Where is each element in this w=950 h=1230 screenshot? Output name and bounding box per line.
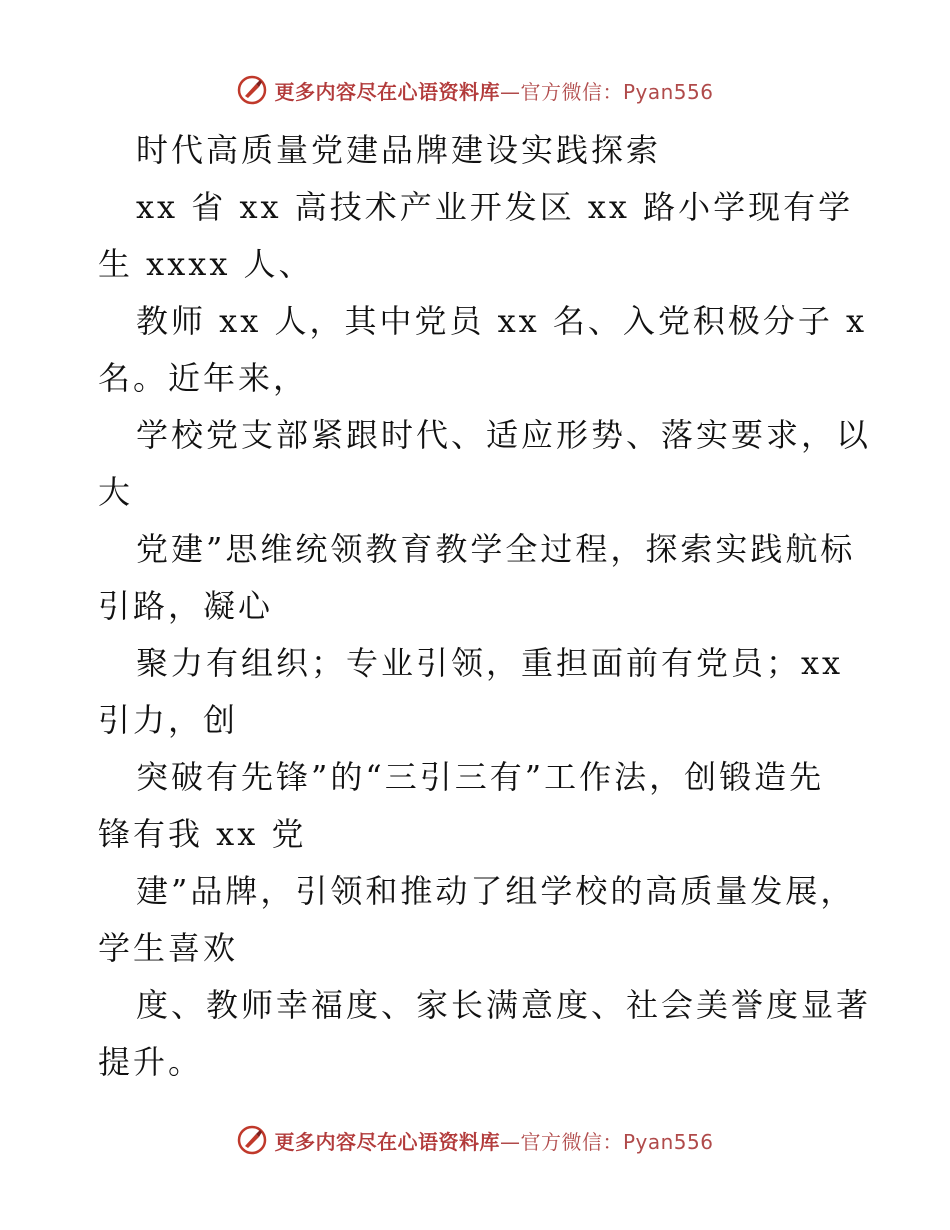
text-line: 生 xxxx 人、 (98, 245, 314, 283)
banner-separator: — (499, 79, 521, 104)
text-line: 建”品牌，引领和推动了组学校的高质量发展， (136, 872, 856, 910)
text-line: 名。近年来， (98, 359, 309, 397)
banner-main: 更多内容尽在心语资料库 (274, 1129, 500, 1154)
footer-watermark-banner (0, 1120, 950, 1160)
text-line: 锋有我 xx 党 (98, 815, 307, 853)
text-line: 党建”思维统领教育教学全过程，探索实践航标 (136, 530, 856, 568)
text-line: 教师 xx 人，其中党员 xx 名、入党积极分子 x (136, 302, 868, 340)
document-body (98, 122, 872, 1091)
banner-sub: 官方微信：Pyan556 (520, 1129, 714, 1154)
text-line: 学校党支部紧跟时代、适应形势、落实要求，以 (136, 416, 872, 454)
banner-text (274, 76, 713, 105)
pen-logo-icon (236, 74, 268, 106)
header-watermark-banner (0, 70, 950, 110)
text-line: 时代高质量党建品牌建设实践探索 (136, 131, 662, 169)
banner-main: 更多内容尽在心语资料库 (274, 79, 500, 104)
text-line: 度、教师幸福度、家长满意度、社会美誉度显著 (136, 986, 872, 1024)
banner-text (274, 1126, 713, 1155)
text-line: 突破有先锋”的“三引三有”工作法，创锻造先 (136, 758, 825, 796)
text-line: 提升。 (98, 1043, 204, 1081)
banner-separator: — (499, 1129, 521, 1154)
text-line: 大 (98, 473, 134, 511)
text-line: 学生喜欢 (98, 929, 239, 967)
pen-logo-icon (236, 1124, 268, 1156)
text-line: 聚力有组织；专业引领，重担面前有党员；xx (136, 644, 844, 682)
banner-sub: 官方微信：Pyan556 (520, 79, 714, 104)
text-line: 引路，凝心 (98, 587, 274, 625)
text-line: 引力，创 (98, 701, 239, 739)
text-line: xx 省 xx 高技术产业开发区 xx 路小学现有学 (136, 188, 854, 226)
